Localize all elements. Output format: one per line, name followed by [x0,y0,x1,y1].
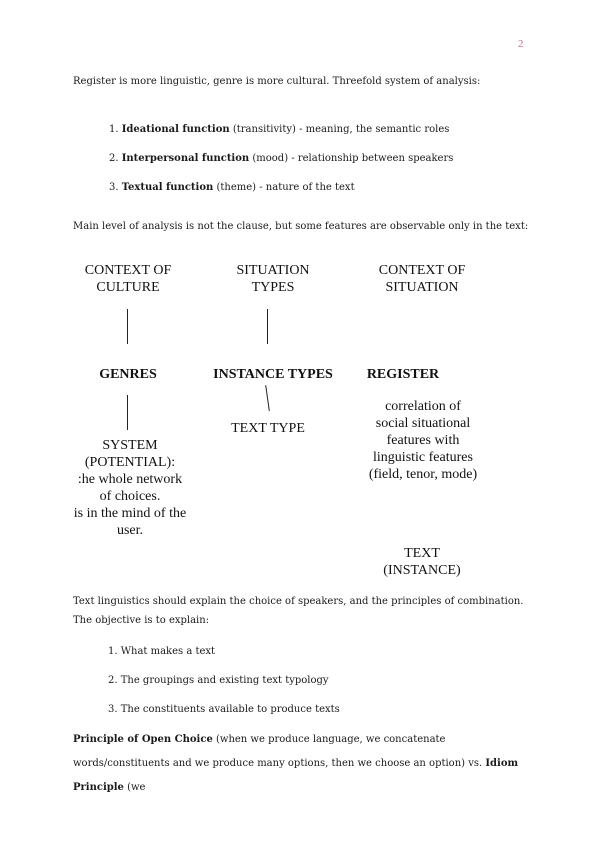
diagram-context-of-culture: CONTEXT OF CULTURE [84,263,172,295]
function-name: Textual function [121,182,214,193]
intro-paragraph: Register is more linguistic, genre is more cultural. Threefold system of analysis: [73,76,481,87]
diagram-context-of-situation: CONTEXT OF SITUATION [378,263,466,295]
function-number: 3. [109,182,119,193]
principle-open-choice: Principle of Open Choice [73,734,213,745]
diagram-system-potential: SYSTEM (POTENTIAL): :he whole network of choices. is in the mind of the user. [73,438,187,538]
function-number: 1. [109,124,119,135]
diagram-text-type: TEXT TYPE [231,421,305,436]
function-number: 2. [109,153,119,164]
diagram-text-instance: TEXT (INSTANCE) [383,546,461,578]
diagram-instance-types: INSTANCE TYPES [213,367,333,382]
diagram-register: REGISTER [366,367,440,382]
objective-item-3: 3. The constituents available to produce texts [108,704,340,715]
principle-paragraph [73,728,533,800]
diagram-register-description: correlation of social situational features with linguistic features (field, tenor, mode) [368,399,478,482]
function-item-1 [109,123,449,137]
principle-open-choice-text: (when we produce language, we concatenate words/constituents and we produce many options, then we choose an option) vs. [73,734,486,769]
function-description: (mood) - relationship between speakers [249,153,454,164]
function-name: Interpersonal function [121,153,250,164]
objective-item-1: 1. What makes a text [108,646,216,657]
function-item-2 [109,152,453,166]
function-name: Ideational function [121,124,230,135]
diagram-situation-types: SITUATION TYPES [236,263,310,295]
diagram-line-instance-texttype [265,385,270,411]
function-description: (transitivity) - meaning, the semantic roles [229,124,450,135]
diagram-line-culture-genres [127,309,128,344]
diagram-line-genres-system [127,395,128,430]
diagram-genres: GENRES [99,367,157,382]
analysis-note: Main level of analysis is not the clause, but some features are observable only in the text: [73,221,529,232]
function-description: (theme) - nature of the text [213,182,355,193]
page-number: 2 [518,38,524,50]
explain-paragraph: Text linguistics should explain the choice of speakers, and the principles of combination. The objective is to explain: [73,596,524,626]
principle-idiom-text: (we [123,782,146,793]
principle-idiom: Idiom Principle [73,758,519,793]
objective-item-2: 2. The groupings and existing text typology [108,675,329,686]
diagram-line-types-instance [267,309,268,344]
function-item-3 [109,181,355,195]
